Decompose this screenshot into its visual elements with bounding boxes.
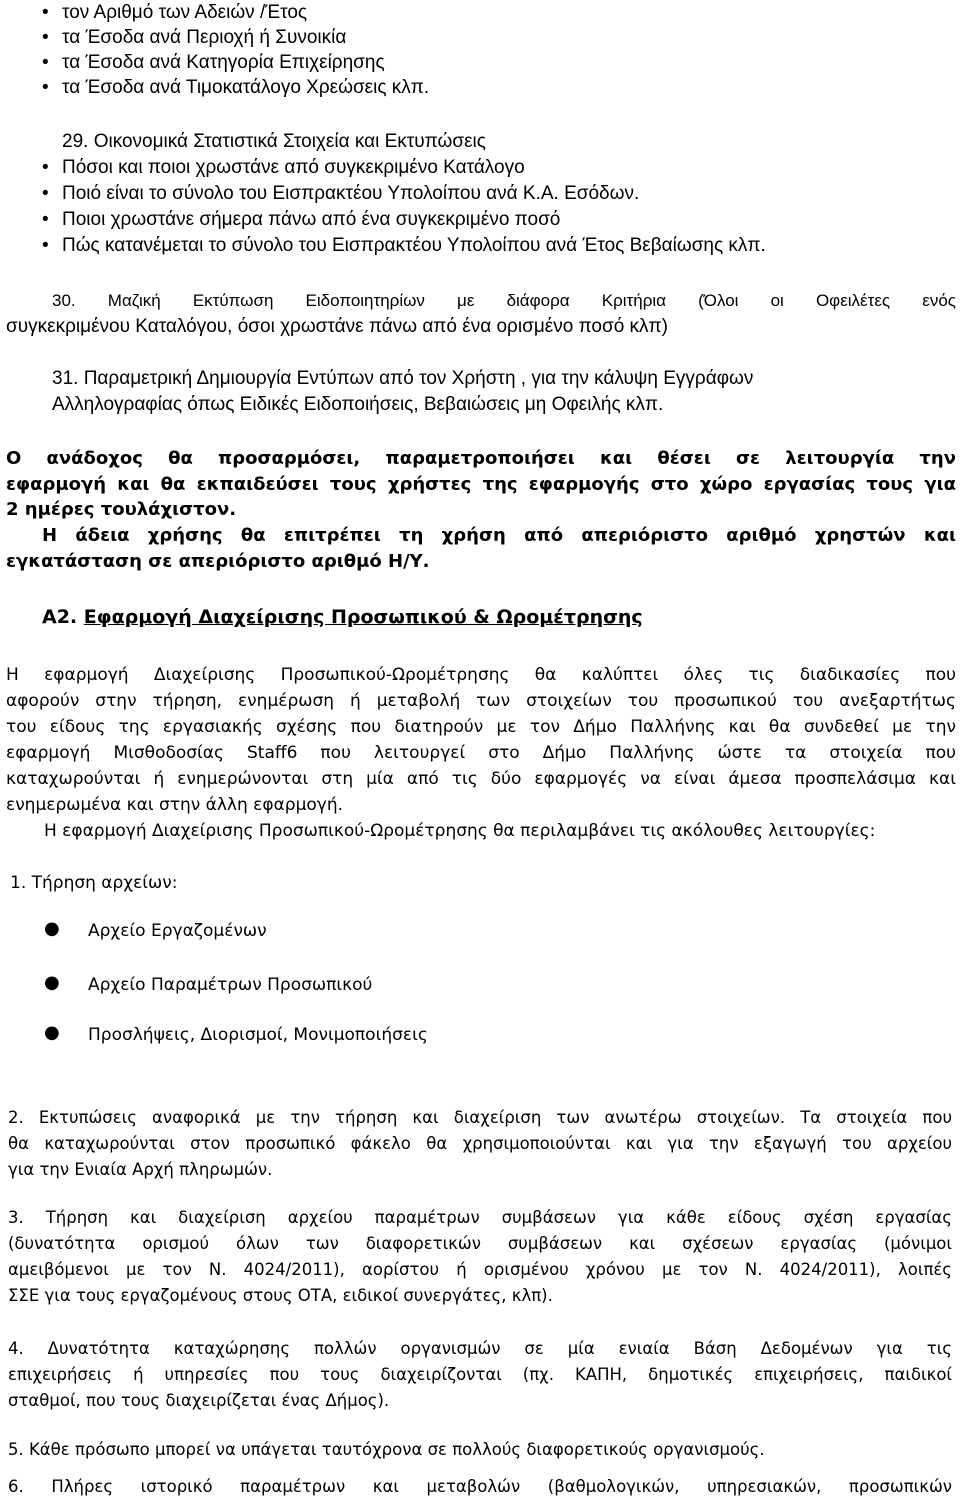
item-31-line-1: 31. Παραμετρική Δημιουργία Εντύπων από τον Χρήστη , για την κάλυψη Εγγράφων (52, 368, 754, 389)
intro-line-5: καταχωρούνται ή ενημερώνονται στη μία από τις δύο εφαρμογές να είναι άμεσα προσπελάσιμα και (6, 769, 956, 789)
item-3-line-1: 3. Τήρηση και διαχείριση αρχείου παραμέτρων συμβάσεων για κάθε είδους σχέση εργασίας (8, 1208, 952, 1227)
bold-paragraph-1-line-2: εφαρμογή και θα εκπαιδεύσει τους χρήστες της εφαρμογής στο χώρο εργασίας τους για (6, 474, 956, 495)
item-1-title: 1. Τήρηση αρχείων: (10, 873, 178, 893)
intro-line-6: ενημερωμένα και στην άλλη εφαρμογή. (6, 795, 344, 815)
item-4-line-2: επιχειρήσεις ή υπηρεσίες που τους διαχειρίζονται (πχ. ΚΑΠΗ, δημοτικές επιχειρήσεις, παιδικοί (8, 1365, 952, 1384)
bullet-icon: ● (44, 972, 60, 993)
list-item: • Ποιοι χρωστάνε σήμερα πάνω από ένα συγκεκριμένο ποσό (42, 207, 560, 233)
intro-line-2: αφορούν στην τήρηση, ενημέρωση ή μεταβολή των στοιχείων του προσωπικού του ανεξαρτήτως (6, 691, 956, 711)
intro-line-7: Η εφαρμογή Διαχείρισης Προσωπικού-Ωρομέτρησης θα περιλαμβάνει τις ακόλουθες λειτουργίες: (44, 821, 876, 841)
item-30-line-2: συγκεκριμένου Καταλόγου, όσοι χρωστάνε πάνω από ένα ορισμένο ποσό κλπ) (6, 316, 668, 337)
intro-line-1: Η εφαρμογή Διαχείρισης Προσωπικού-Ωρομέτρησης θα καλύπτει όλες τις διαδικασίες που (6, 665, 956, 685)
bullet-icon: • (42, 77, 49, 98)
intro-line-3: του είδους της εργασιακής σχέσης που διατηρούν με τον Δήμο Παλλήνης και θα συνδεθεί με την (6, 717, 956, 737)
bold-paragraph-1-line-3: 2 ημέρες τουλάχιστον. (6, 499, 237, 520)
item-6-line-1: 6. Πλήρες ιστορικό παραμέτρων και μεταβολών (βαθμολογικών, υπηρεσιακών, προσωπικών (8, 1477, 952, 1496)
bullet-icon: • (42, 209, 49, 230)
item-30-line-1: 30. Μαζική Εκτύπωση Ειδοποιητηρίων με διάφορα Κριτήρια (Όλοι οι Οφειλέτες ενός (52, 291, 956, 310)
section-heading (42, 604, 643, 630)
item-2-line-3: για την Ενιαία Αρχή πληρωμών. (8, 1160, 273, 1179)
item-29-title: 29. Οικονομικά Στατιστικά Στοιχεία και Εκτυπώσεις (62, 131, 486, 152)
item-3-line-4: ΣΣΕ για τους εργαζομένους στους ΟΤΑ, ειδικοί συνεργάτες, κλπ). (8, 1286, 553, 1305)
bullet-icon: • (42, 2, 49, 23)
bold-paragraph-2-line-1: Η άδεια χρήσης θα επιτρέπει τη χρήση από απεριόριστο αριθμό χρηστών και (42, 525, 956, 546)
bullet-icon: ● (44, 1022, 60, 1043)
bullet-icon: ● (44, 918, 60, 939)
section-title: Εφαρμογή Διαχείρισης Προσωπικού & Ωρομέτρησης (83, 606, 643, 628)
item-5: 5. Κάθε πρόσωπο μπορεί να υπάγεται ταυτόχρονα σε πολλούς διαφορετικούς οργανισμούς. (8, 1440, 765, 1459)
list-item: • Πώς κατανέμεται το σύνολο του Εισπρακτέου Υπολοίπου ανά Έτος Βεβαίωσης κλπ. (42, 233, 766, 259)
list-item: • τα Έσοδα ανά Κατηγορία Επιχείρησης (42, 50, 385, 76)
list-item: • Ποιό είναι το σύνολο του Εισπρακτέου Υπολοίπου ανά Κ.Α. Εσόδων. (42, 181, 639, 207)
intro-line-4: εφαρμογή Μισθοδοσίας Staff6 που λειτουργεί στο Δήμο Παλλήνης ώστε τα στοιχεία που (6, 743, 956, 763)
bold-paragraph-2-line-2: εγκατάσταση σε απεριόριστο αριθμό Η/Υ. (6, 551, 430, 572)
bold-paragraph-1-line-1: Ο ανάδοχος θα προσαρμόσει, παραμετροποιήσει και θέσει σε λειτουργία την (6, 448, 956, 469)
item-31-line-2: Αλληλογραφίας όπως Ειδικές Ειδοποιήσεις, Βεβαιώσεις μη Οφειλής κλπ. (52, 394, 664, 415)
list-item: Αρχείο Εργαζομένων (88, 921, 267, 941)
item-3-line-2: (δυνατότητα ορισμού όλων των διαφορετικών συμβάσεων και σχέσεων εργασίας (μόνιμοι (8, 1234, 952, 1253)
bullet-icon: • (42, 27, 49, 48)
list-item: Προσλήψεις, Διορισμοί, Μονιμοποιήσεις (88, 1025, 428, 1045)
list-item: • τα Έσοδα ανά Περιοχή ή Συνοικία (42, 25, 346, 51)
list-item: Αρχείο Παραμέτρων Προσωπικού (88, 975, 373, 995)
bullet-icon: • (42, 183, 49, 204)
item-4-line-3: σταθμοί, που τους διαχειρίζεται ένας Δήμος). (8, 1391, 390, 1410)
list-item: • τα Έσοδα ανά Τιμοκατάλογο Χρεώσεις κλπ. (42, 75, 429, 101)
item-3-line-3: αμειβόμενοι με τον Ν. 4024/2011), αορίστου ή ορισμένου χρόνου με τον Ν. 4024/2011), λοιπές (8, 1260, 952, 1279)
item-2-line-2: θα καταχωρούνται στον προσωπικό φάκελο θα χρησιμοποιούνται και για την εξαγωγή του αρχείου (8, 1134, 952, 1153)
list-item: • Πόσοι και ποιοι χρωστάνε από συγκεκριμένο Κατάλογο (42, 155, 525, 181)
item-2-line-1: 2. Εκτυπώσεις αναφορικά με την τήρηση και διαχείριση των ανωτέρω στοιχείων. Τα στοιχεία που (8, 1108, 952, 1127)
bullet-icon: • (42, 235, 49, 256)
bullet-icon: • (42, 157, 49, 178)
bullet-icon: • (42, 52, 49, 73)
item-4-line-1: 4. Δυνατότητα καταχώρησης πολλών οργανισμών σε μία ενιαία Βάση Δεδομένων για τις (8, 1339, 952, 1358)
section-number: Α2. (42, 606, 78, 628)
list-item: • τον Αριθμό των Αδειών /Έτος (42, 0, 307, 26)
